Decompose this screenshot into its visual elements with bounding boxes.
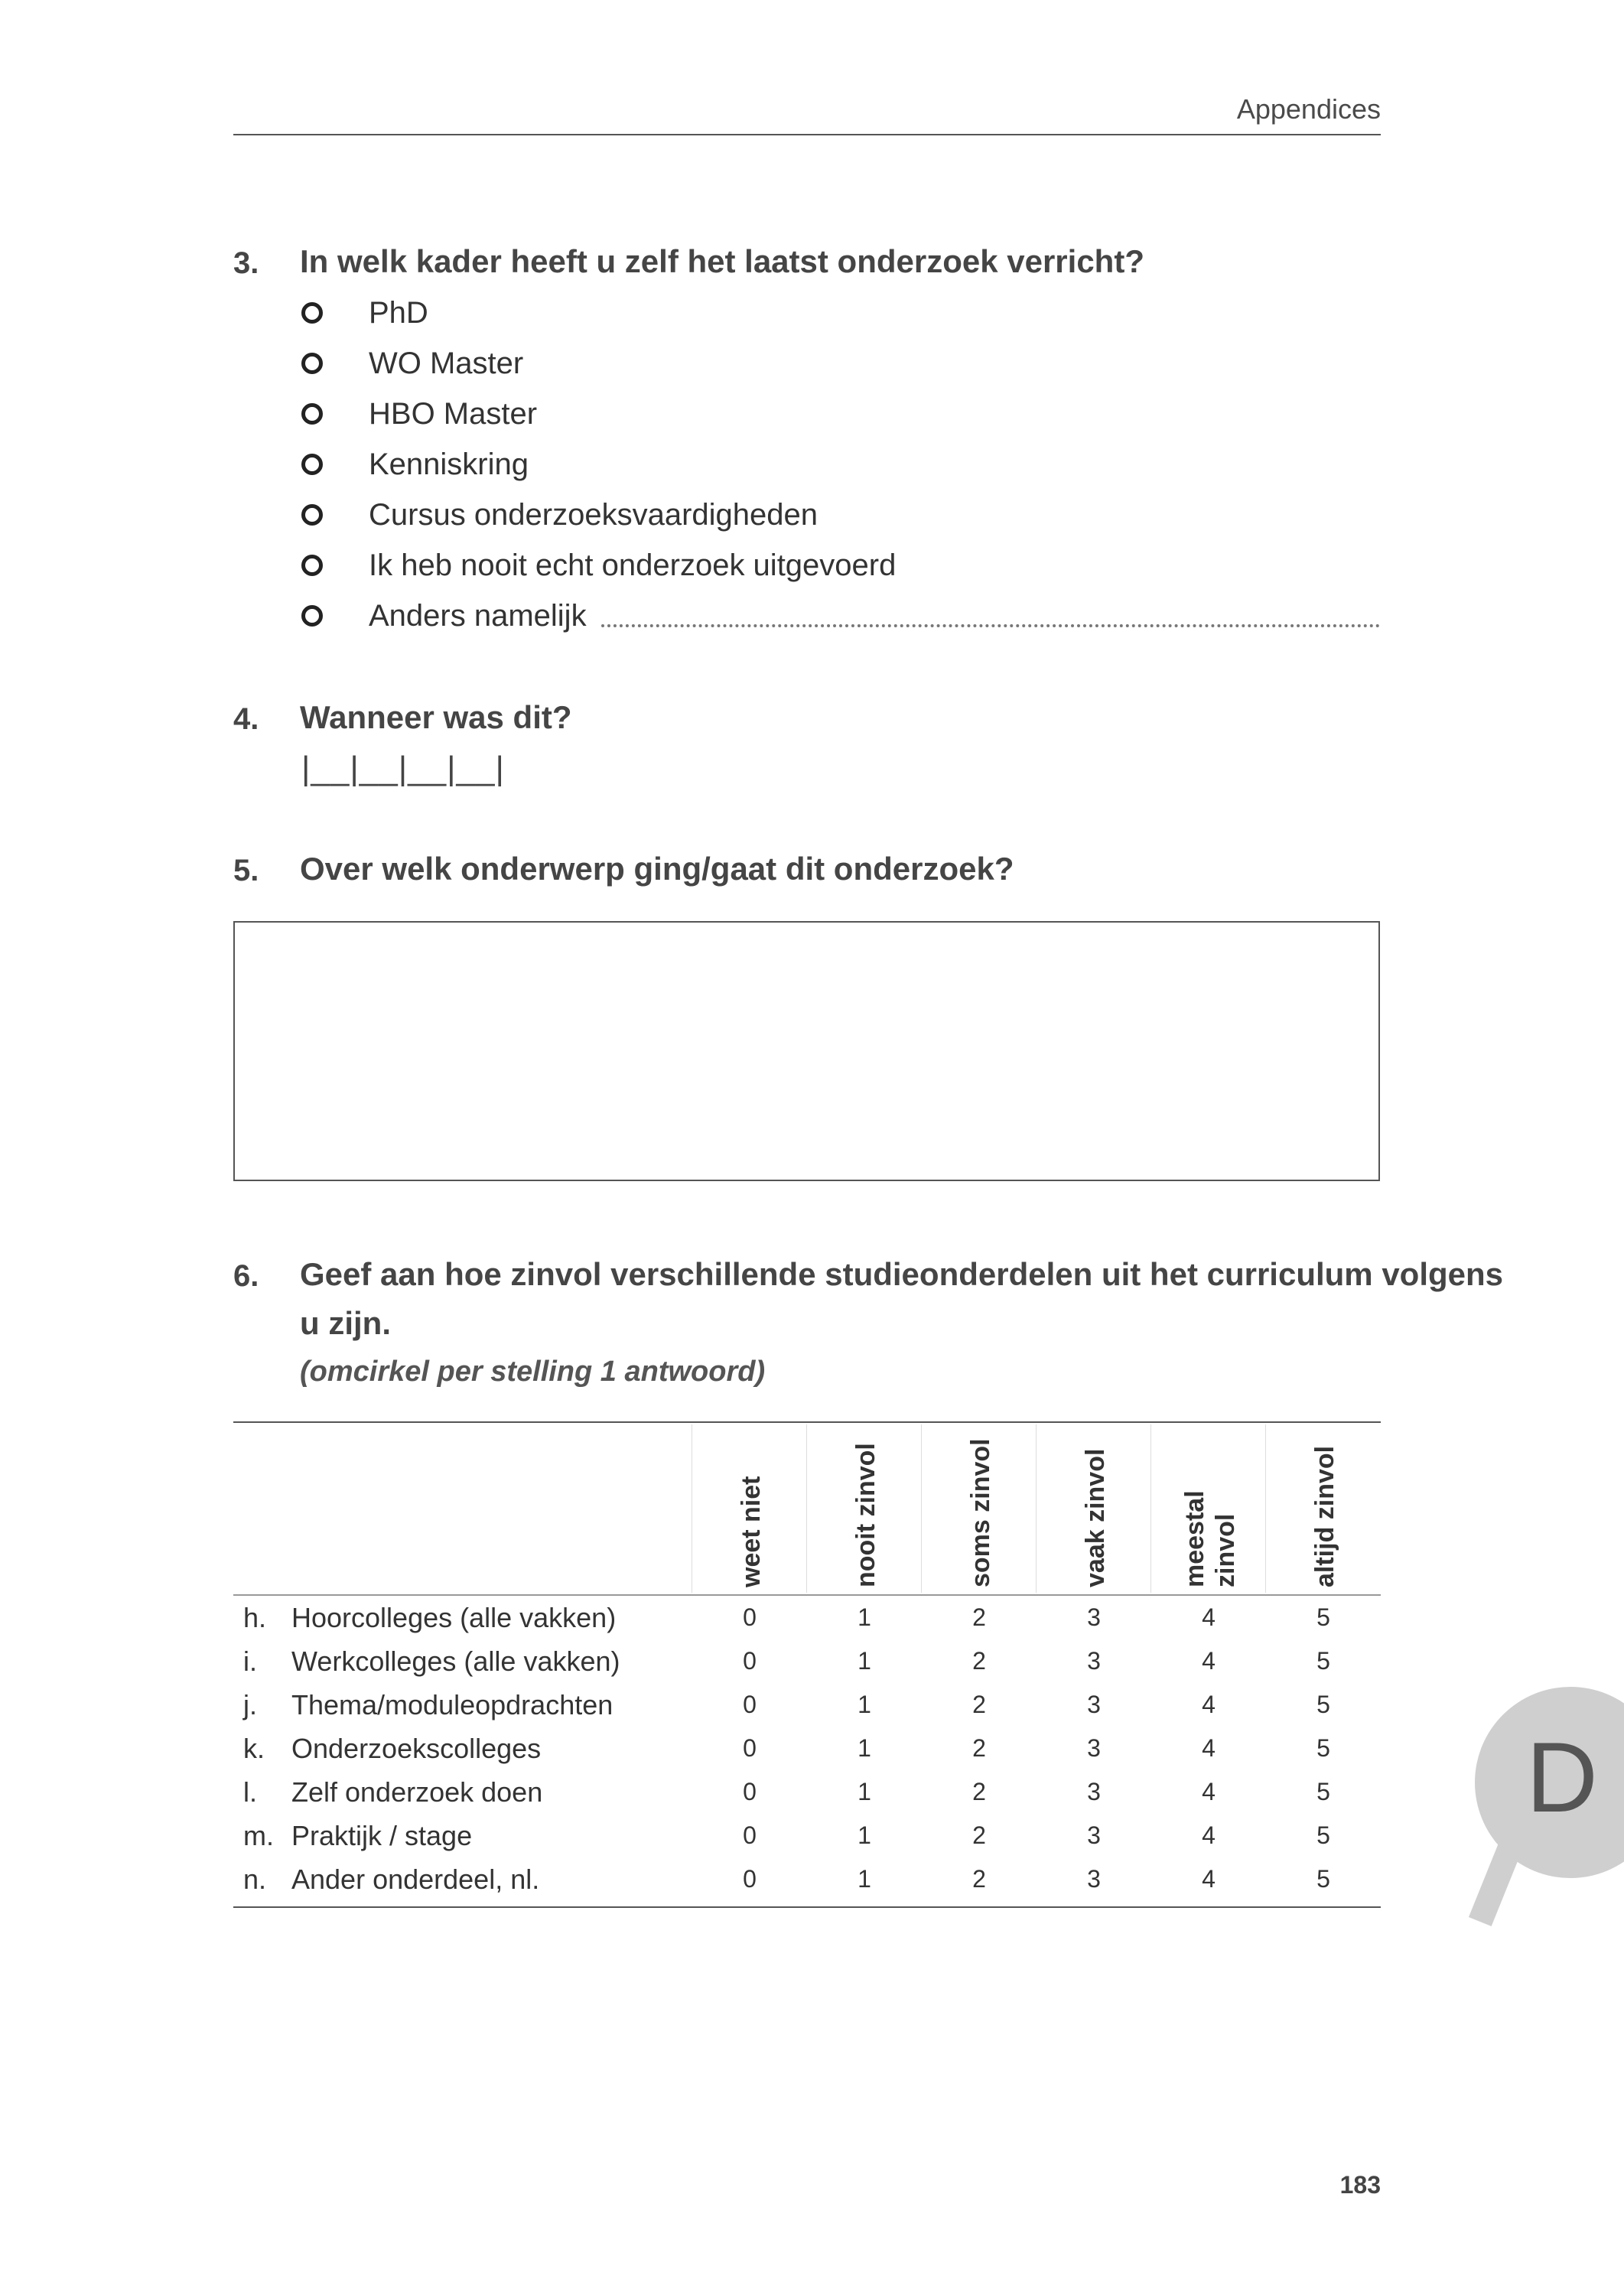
scale-option-4[interactable]: 4 [1202, 1647, 1216, 1675]
table-row [233, 1689, 1381, 1732]
scale-option-5[interactable]: 5 [1316, 1821, 1330, 1849]
row-letter: m. [243, 1820, 274, 1851]
q3-option-hbo-master[interactable] [301, 395, 537, 433]
scale-option-1[interactable]: 1 [858, 1865, 871, 1893]
radio-circle-icon[interactable] [301, 504, 323, 526]
scale-option-0[interactable]: 0 [743, 1647, 757, 1675]
anders-fill-in-line[interactable] [601, 621, 1380, 627]
scale-option-2[interactable]: 2 [972, 1734, 986, 1762]
running-header: Appendices [1236, 93, 1381, 125]
row-label: Praktijk / stage [291, 1820, 473, 1851]
q3-option-wo-master[interactable] [301, 344, 523, 382]
row-letter: j. [243, 1689, 257, 1720]
table-row [233, 1646, 1381, 1688]
row-letter: n. [243, 1864, 267, 1895]
column-separator [1036, 1424, 1037, 1593]
row-letter: i. [243, 1646, 257, 1677]
q4-number: 4. [233, 702, 259, 736]
q6-text-line1: Geef aan hoe zinvol verschillende studieonderdelen uit het curriculum volgens [300, 1256, 1504, 1292]
scale-option-1[interactable]: 1 [858, 1821, 871, 1849]
column-header-weet-niet: weet niet [737, 1476, 766, 1587]
column-header-meestal-zinvol: zinvol [1211, 1513, 1240, 1587]
scale-option-4[interactable]: 4 [1202, 1865, 1216, 1893]
scale-option-3[interactable]: 3 [1087, 1691, 1101, 1718]
table-row [233, 1733, 1381, 1776]
scale-option-5[interactable]: 5 [1316, 1603, 1330, 1631]
radio-circle-icon[interactable] [301, 605, 323, 627]
scale-option-1[interactable]: 1 [858, 1778, 871, 1805]
radio-circle-icon[interactable] [301, 353, 323, 374]
q3-option-label: PhD [369, 295, 428, 330]
scale-option-4[interactable]: 4 [1202, 1603, 1216, 1631]
scale-option-0[interactable]: 0 [743, 1691, 757, 1718]
scale-option-2[interactable]: 2 [972, 1691, 986, 1718]
q5-number: 5. [233, 854, 259, 887]
q3-option-anders[interactable] [301, 597, 587, 635]
table-row [233, 1864, 1381, 1906]
scale-option-3[interactable]: 3 [1087, 1865, 1101, 1893]
header-rule [233, 134, 1381, 135]
scale-option-3[interactable]: 3 [1087, 1647, 1101, 1675]
q4-text: Wanneer was dit? [300, 699, 572, 735]
q6-instruction: (omcirkel per stelling 1 antwoord) [300, 1356, 766, 1388]
row-label: Thema/moduleopdrachten [291, 1689, 613, 1720]
scale-option-4[interactable]: 4 [1202, 1821, 1216, 1849]
scale-option-0[interactable]: 0 [743, 1603, 757, 1631]
column-separator [806, 1424, 807, 1593]
q3-option-phd[interactable] [301, 294, 428, 332]
table-row [233, 1776, 1381, 1819]
column-header-nooit-zinvol: nooit zinvol [851, 1443, 880, 1587]
q3-option-label: WO Master [369, 346, 524, 380]
scale-option-0[interactable]: 0 [743, 1778, 757, 1805]
q3-option-label: HBO Master [369, 396, 538, 431]
side-tab-letter: D [1526, 1721, 1598, 1833]
row-label: Onderzoekscolleges [291, 1733, 542, 1764]
q3-number: 3. [233, 246, 259, 280]
column-separator [921, 1424, 922, 1593]
scale-option-0[interactable]: 0 [743, 1734, 757, 1762]
q3-text: In welk kader heeft u zelf het laatst onderzoek verricht? [300, 243, 1144, 279]
column-separator [1265, 1424, 1266, 1593]
scale-option-0[interactable]: 0 [743, 1821, 757, 1849]
column-separator [1150, 1424, 1151, 1593]
scale-option-5[interactable]: 5 [1316, 1734, 1330, 1762]
row-label: Werkcolleges (alle vakken) [291, 1646, 620, 1677]
table-row [233, 1820, 1381, 1863]
q3-option-label: Kenniskring [369, 447, 529, 481]
row-letter: h. [243, 1602, 267, 1633]
q6-number: 6. [233, 1259, 259, 1293]
scale-option-1[interactable]: 1 [858, 1603, 871, 1631]
radio-circle-icon[interactable] [301, 555, 323, 576]
row-label: Ander onderdeel, nl. [291, 1864, 540, 1895]
scale-option-2[interactable]: 2 [972, 1821, 986, 1849]
scale-option-2[interactable]: 2 [972, 1603, 986, 1631]
q3-option-kenniskring[interactable] [301, 445, 529, 483]
table-top-rule [233, 1421, 1381, 1423]
scale-option-2[interactable]: 2 [972, 1647, 986, 1675]
scale-option-4[interactable]: 4 [1202, 1734, 1216, 1762]
scale-option-0[interactable]: 0 [743, 1865, 757, 1893]
row-letter: l. [243, 1776, 257, 1808]
radio-circle-icon[interactable] [301, 454, 323, 475]
radio-circle-icon[interactable] [301, 302, 323, 324]
scale-option-4[interactable]: 4 [1202, 1778, 1216, 1805]
scale-option-5[interactable]: 5 [1316, 1647, 1330, 1675]
scale-option-1[interactable]: 1 [858, 1647, 871, 1675]
row-label: Hoorcolleges (alle vakken) [291, 1602, 617, 1633]
q3-option-label: Cursus onderzoeksvaardigheden [369, 497, 819, 532]
row-letter: k. [243, 1733, 265, 1764]
scale-option-1[interactable]: 1 [858, 1691, 871, 1718]
q3-option-label: Anders namelijk [369, 598, 587, 633]
column-header-altijd-zinvol: altijd zinvol [1310, 1445, 1339, 1587]
scale-option-3[interactable]: 3 [1087, 1778, 1101, 1805]
column-header-meestal: meestal [1180, 1490, 1209, 1587]
table-row [233, 1602, 1381, 1645]
scale-option-1[interactable]: 1 [858, 1734, 871, 1762]
column-header-vaak-zinvol: vaak zinvol [1081, 1448, 1110, 1587]
radio-circle-icon[interactable] [301, 403, 323, 425]
scale-option-4[interactable]: 4 [1202, 1691, 1216, 1718]
column-header-soms-zinvol: soms zinvol [966, 1438, 995, 1587]
q5-text: Over welk onderwerp ging/gaat dit onderzoek? [300, 851, 1014, 887]
q3-option-nooit[interactable] [301, 546, 896, 584]
q5-answer-box[interactable] [233, 921, 1380, 1181]
q3-option-cursus[interactable] [301, 496, 818, 534]
scale-option-5[interactable]: 5 [1316, 1865, 1330, 1893]
q6-text-line2: u zijn. [300, 1305, 391, 1341]
q3-option-label: Ik heb nooit echt onderzoek uitgevoerd [369, 548, 897, 582]
scale-option-5[interactable]: 5 [1316, 1691, 1330, 1718]
table-header-rule [233, 1594, 1381, 1596]
table-bottom-rule [233, 1906, 1381, 1908]
scale-option-3[interactable]: 3 [1087, 1603, 1101, 1631]
scale-option-5[interactable]: 5 [1316, 1778, 1330, 1805]
scale-option-2[interactable]: 2 [972, 1778, 986, 1805]
page-number: 183 [1339, 2171, 1381, 2199]
scale-option-3[interactable]: 3 [1087, 1734, 1101, 1762]
row-label: Zelf onderzoek doen [291, 1776, 543, 1808]
year-input-field[interactable]: |__|__|__|__| [301, 750, 505, 787]
scale-option-2[interactable]: 2 [972, 1865, 986, 1893]
scale-option-3[interactable]: 3 [1087, 1821, 1101, 1849]
